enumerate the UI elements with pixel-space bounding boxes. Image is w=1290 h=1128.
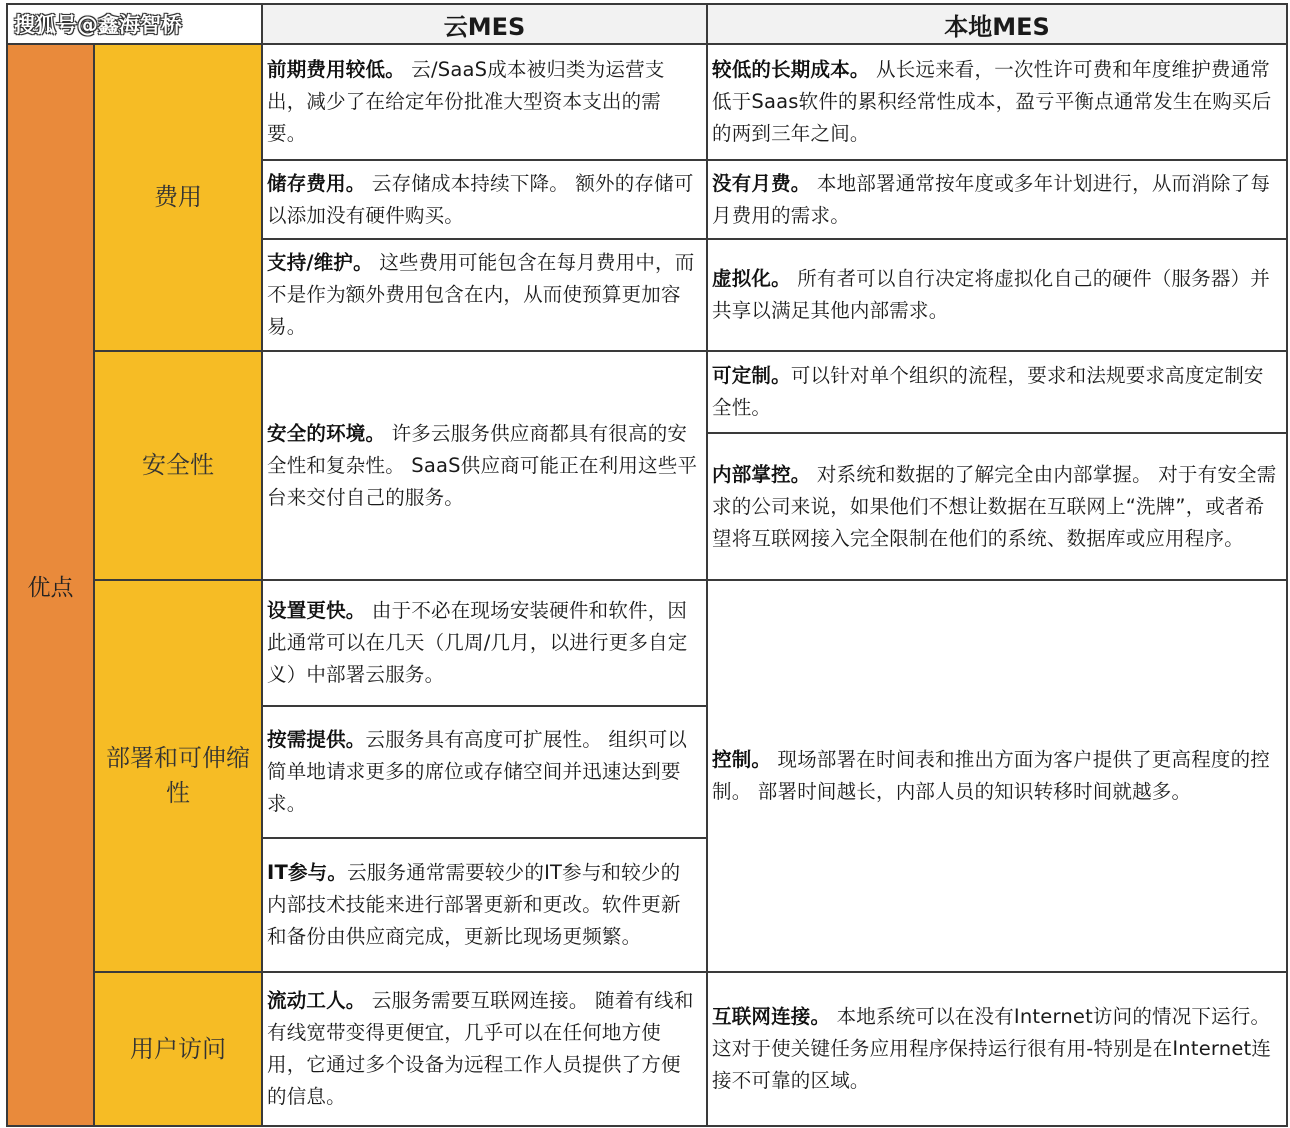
local-cost-2: 没有月费。 本地部署通常按年度或多年计划进行，从而消除了每月费用的需求。 [707,160,1287,239]
row-access-1 [7,972,1287,1126]
advantages-label: 优点 [7,44,94,1126]
local-access-1: 互联网连接。 本地系统可以在没有Internet访问的情况下运行。 这对于使关键任务应用程序保持运行很有用-特别是在Internet连接不可靠的区域。 [707,972,1287,1126]
row-cost-1 [7,44,1287,160]
local-cost-3: 虚拟化。 所有者可以自行决定将虚拟化自己的硬件（服务器）并共享以满足其他内部需求。 [707,239,1287,351]
category-security: 安全性 [94,351,262,580]
row-security-1 [7,351,1287,433]
local-deploy-1: 控制。 现场部署在时间表和推出方面为客户提供了更高程度的控制。 部署时间越长，内部人员的知识转移时间就越多。 [707,580,1287,972]
category-access: 用户访问 [94,972,262,1126]
cloud-deploy-1: 设置更快。 由于不必在现场安装硬件和软件，因此通常可以在几天（几周/几月，以进行更多自定义）中部署云服务。 [262,580,707,706]
comparison-table [6,3,1288,1127]
local-security-1: 可定制。可以针对单个组织的流程，要求和法规要求高度定制安全性。 [707,351,1287,433]
category-deployment: 部署和可伸缩性 [94,580,262,972]
cloud-cost-1: 前期费用较低。 云/SaaS成本被归类为运营支出，减少了在给定年份批准大型资本支出的需要。 [262,44,707,160]
header-row [7,4,1287,44]
header-local-mes: 本地MES [707,4,1287,44]
cloud-cost-3: 支持/维护。 这些费用可能包含在每月费用中，而不是作为额外费用包含在内，从而使预算更加容易。 [262,239,707,351]
cloud-security-1: 安全的环境。 许多云服务供应商都具有很高的安全性和复杂性。 SaaS供应商可能正在利用这些平台来交付自己的服务。 [262,351,707,580]
watermark: 搜狐号@鑫海智桥 [7,4,262,44]
category-cost: 费用 [94,44,262,351]
local-cost-1: 较低的长期成本。 从长远来看，一次性许可费和年度维护费通常低于Saas软件的累积经常性成本，盈亏平衡点通常发生在购买后的两到三年之间。 [707,44,1287,160]
cloud-access-1: 流动工人。 云服务需要互联网连接。 随着有线和有线宽带变得更便宜，几乎可以在任何地方使用，它通过多个设备为远程工作人员提供了方便的信息。 [262,972,707,1126]
cloud-deploy-3: IT参与。云服务通常需要较少的IT参与和较少的内部技术技能来进行部署更新和更改。软件更新和备份由供应商完成，更新比现场更频繁。 [262,838,707,972]
row-deploy-1 [7,580,1287,706]
local-security-2: 内部掌控。 对系统和数据的了解完全由内部掌握。 对于有安全需求的公司来说，如果他们不想让数据在互联网上“洗牌”，或者希望将互联网接入完全限制在他们的系统、数据库或应用程序。 [707,433,1287,580]
header-cloud-mes: 云MES [262,4,707,44]
cloud-deploy-2: 按需提供。云服务具有高度可扩展性。 组织可以简单地请求更多的席位或存储空间并迅速达到要求。 [262,706,707,838]
cloud-cost-2: 储存费用。 云存储成本持续下降。 额外的存储可以添加没有硬件购买。 [262,160,707,239]
